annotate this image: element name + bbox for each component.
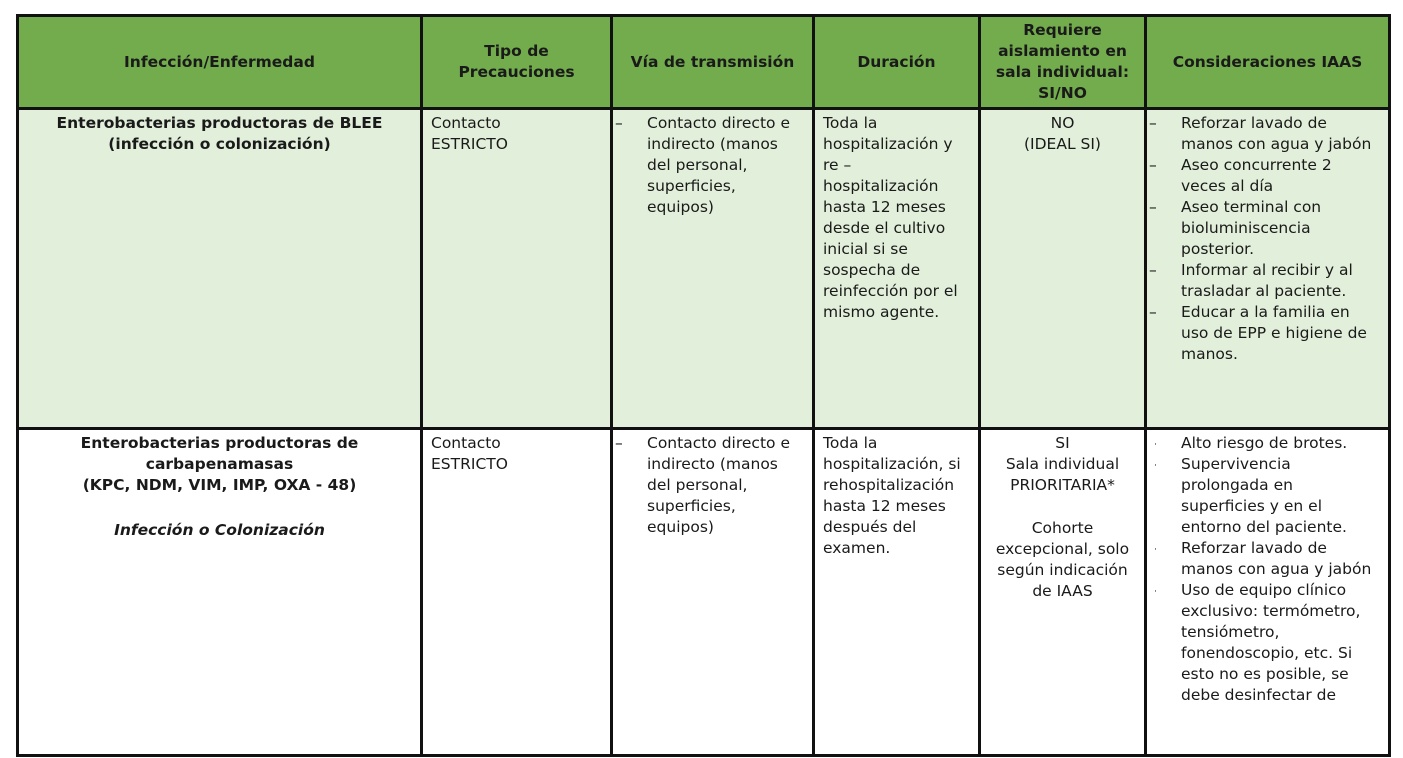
- aislamiento-cohort-note: Cohorte excepcional, solo según indicación de IAAS: [995, 519, 1130, 600]
- cell-tipo: [422, 109, 612, 429]
- header-tipo: Tipo de Precauciones: [422, 16, 612, 109]
- infeccion-name: Enterobacterias productoras de carbapenamasas: [80, 434, 359, 473]
- consideraciones-list: [1155, 433, 1380, 706]
- list-item: – Aseo concurrente 2 veces al día: [1155, 155, 1380, 197]
- tipo-level: ESTRICTO: [431, 455, 508, 473]
- list-item: – Educar a la familia en uso de EPP e higiene de manos.: [1155, 302, 1380, 365]
- aislamiento-answer: SI: [1055, 434, 1070, 452]
- list-item: – Supervivencia prolongada en superficies y en el entorno del paciente.: [1155, 454, 1380, 538]
- header-duracion: Duración: [814, 16, 980, 109]
- tipo-line: Contacto: [431, 434, 501, 452]
- cell-duracion: Toda la hospitalización, si rehospitalización hasta 12 meses después del examen.: [814, 429, 980, 756]
- consideraciones-list: [1155, 113, 1380, 365]
- consideraciones-clip: [1155, 433, 1380, 751]
- precautions-table: [16, 14, 1391, 757]
- via-list: [621, 433, 804, 538]
- list-item: – Alto riesgo de brotes.: [1155, 433, 1380, 454]
- cell-tipo: [422, 429, 612, 756]
- cell-consideraciones: [1146, 109, 1390, 429]
- list-item: – Uso de equipo clínico exclusivo: termómetro, tensiómetro, fonendoscopio, etc. Si esto no es posible, se debe desinfectar de: [1155, 580, 1380, 706]
- infeccion-detail: (KPC, NDM, VIM, IMP, OXA - 48): [82, 476, 357, 494]
- via-item: – Contacto directo e indirecto (manos del personal, superficies, equipos): [621, 433, 804, 538]
- aislamiento-answer: NO: [1050, 114, 1075, 132]
- via-item: – Contacto directo e indirecto (manos del personal, superficies, equipos): [621, 113, 804, 218]
- list-item: – Informar al recibir y al trasladar al paciente.: [1155, 260, 1380, 302]
- list-item: – Reforzar lavado de manos con agua y jabón: [1155, 538, 1380, 580]
- table-row: [18, 109, 1390, 429]
- tipo-line: Contacto: [431, 114, 501, 132]
- infeccion-subtitle: Infección o Colonización: [114, 521, 325, 539]
- table-header-row: [18, 16, 1390, 109]
- header-via: Vía de transmisión: [612, 16, 814, 109]
- cell-aislamiento: [980, 429, 1146, 756]
- cell-infeccion: [18, 109, 422, 429]
- cell-infeccion: [18, 429, 422, 756]
- header-aislamiento: Requiere aislamiento en sala individual: SI/NO: [980, 16, 1146, 109]
- list-item: – Aseo terminal con bioluminiscencia posterior.: [1155, 197, 1380, 260]
- aislamiento-note: (IDEAL SI): [1024, 135, 1101, 153]
- cell-aislamiento: [980, 109, 1146, 429]
- via-list: [621, 113, 804, 218]
- cell-via: [612, 109, 814, 429]
- infeccion-name: Enterobacterias productoras de BLEE: [56, 114, 383, 132]
- list-item: – Reforzar lavado de manos con agua y jabón: [1155, 113, 1380, 155]
- cell-duracion: Toda la hospitalización y re – hospitalización hasta 12 meses desde el cultivo inicial si se sospecha de reinfección por el mismo agente.: [814, 109, 980, 429]
- infeccion-detail: (infección o colonización): [108, 135, 331, 153]
- header-infeccion: Infección/Enfermedad: [18, 16, 422, 109]
- tipo-level: ESTRICTO: [431, 135, 508, 153]
- table-row: [18, 429, 1390, 756]
- cell-consideraciones: [1146, 429, 1390, 756]
- cell-via: [612, 429, 814, 756]
- aislamiento-note: Sala individual PRIORITARIA*: [1005, 455, 1120, 494]
- header-consideraciones: Consideraciones IAAS: [1146, 16, 1390, 109]
